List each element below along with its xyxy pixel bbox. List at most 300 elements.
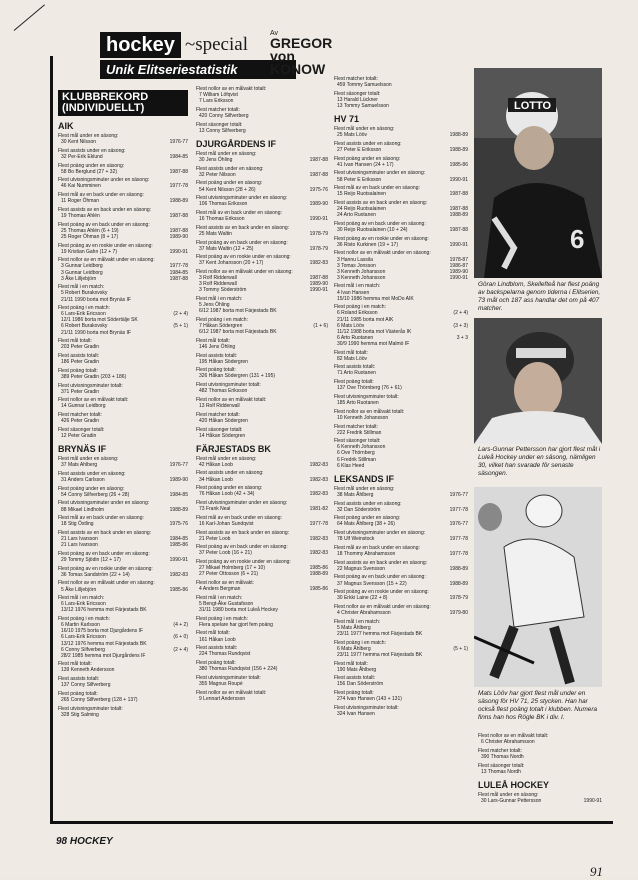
record-entry — [196, 607, 328, 613]
record-entry — [334, 430, 468, 436]
record — [334, 409, 468, 421]
record-entry — [478, 798, 602, 804]
record-holder: 37 Mats Waltin (12 + 25) — [199, 245, 254, 252]
record-entry — [58, 557, 188, 563]
record-holder: 420 Håkan Södergren — [199, 417, 248, 424]
record-entry — [58, 374, 188, 380]
record — [196, 427, 328, 439]
record-entry — [334, 177, 468, 183]
record-entry — [196, 521, 328, 527]
team-heading: AIK — [58, 121, 74, 131]
record-holder: 30 Reijo Ruotsalainen (10 + 24) — [337, 226, 408, 233]
record-season: 1988-89 — [169, 198, 188, 205]
record-holder: 420 Conny Silfverberg — [199, 112, 249, 119]
record — [58, 530, 188, 548]
record-entry — [196, 491, 328, 497]
record — [334, 574, 468, 586]
record-heading: Flest assists av en back under en säsong: — [196, 529, 290, 536]
record — [196, 122, 328, 134]
record-holder: 37 Mats Ahlberg — [61, 462, 98, 469]
record-holder: 41 Ivan Hansen (24 + 17) — [337, 161, 394, 168]
record-entry — [334, 595, 468, 601]
record — [58, 207, 188, 219]
record — [334, 515, 468, 527]
record-season: (1 + 6) — [313, 323, 328, 330]
record-entry — [334, 356, 468, 362]
record-entry — [196, 462, 328, 468]
section-title: KLUBBREKORD (INDIVIDUELLT) — [58, 90, 188, 116]
record-entry — [334, 82, 468, 88]
record-entry — [196, 536, 328, 542]
record-entry — [334, 370, 468, 376]
record-season: 1985-86 — [169, 586, 188, 593]
record-holder: 30 Lars-Gunnar Pettersson — [481, 797, 542, 804]
column-1 — [58, 90, 188, 721]
record-holder: 76 Håkan Loob (42 + 34) — [199, 491, 255, 498]
record — [334, 200, 468, 218]
record-list — [58, 456, 188, 718]
record-heading: Flest mål under en säsong: — [58, 133, 119, 139]
record-holder: 6 Mats Åhlberg — [337, 645, 371, 652]
record-heading: Flest poäng totalt: — [334, 379, 374, 386]
record-season: 1989-90 — [169, 477, 188, 483]
record-holder: 13 Rolf Ridderwall — [199, 403, 240, 410]
record-holder: 16 Karl-Johan Sundqvist — [199, 520, 254, 527]
record-heading: Flest poäng i en match: — [58, 305, 110, 312]
record-holder: 3 Kenneth Johansson — [337, 268, 386, 275]
record-season: 1976-77 — [449, 491, 468, 498]
record-holder: 156 Dan Söderström — [337, 681, 384, 688]
svg-text:LOTTO: LOTTO — [514, 100, 552, 112]
record-heading: Flest mål under en säsong: — [196, 150, 257, 157]
record — [196, 690, 328, 702]
record-entry — [334, 581, 468, 587]
record-entry — [478, 739, 602, 745]
record-entry — [58, 389, 188, 395]
record-season: 1978-79 — [309, 230, 328, 237]
record — [334, 283, 468, 301]
record-heading: Flest poäng av en back under en säsong: — [196, 239, 288, 246]
record — [196, 367, 328, 379]
record — [334, 640, 468, 658]
record-entry — [196, 651, 328, 657]
record-season: 1989-90 — [449, 268, 468, 275]
record-season: (2 + 4) — [453, 310, 468, 317]
record-entry — [58, 359, 188, 365]
record — [478, 733, 602, 745]
record-season: 1987-88 — [309, 171, 328, 178]
record — [196, 151, 328, 163]
record-season: 1988-89 — [449, 146, 468, 153]
record-holder: 9 Lennart Andersson — [199, 695, 246, 702]
record-holder: 6/12 1987 borta mot Färjestads BK — [199, 329, 277, 336]
record-heading: Flest assists totalt: — [58, 353, 100, 360]
record-heading: Flest nollor av en målvakt totalt: — [334, 408, 405, 415]
record-heading: Flest matcher totalt: — [334, 76, 378, 82]
record — [196, 166, 328, 178]
record-heading: Flest assists totalt: — [196, 645, 238, 652]
team-heading: LULEÅ HOCKEY — [478, 779, 550, 790]
record-heading: Flest poäng i en match: — [196, 316, 248, 323]
record-heading: Flest poäng av en back under en säsong: — [334, 220, 426, 227]
record-season: 1984-85 — [169, 536, 188, 543]
record — [196, 530, 328, 542]
record-holder: 7 Håkan Södergren — [199, 323, 243, 330]
record-holder: 224 Thomas Rundqvist — [199, 651, 251, 658]
record-heading: Flest matcher totalt: — [334, 423, 378, 430]
record-heading: Flest mål av en back under en säsong: — [58, 192, 144, 199]
record-heading: Flest poäng i en match: — [334, 639, 386, 646]
record — [334, 141, 468, 153]
record-season: (6 + 0) — [173, 634, 188, 641]
record-entry — [58, 418, 188, 424]
record — [196, 660, 328, 672]
record-entry — [196, 418, 328, 424]
record-entry — [196, 506, 328, 512]
record-holder: 137 Ove Thörnberg (76 + 61) — [337, 385, 402, 392]
record-season: 1989-90 — [169, 233, 188, 240]
record-holder: 58 Bo Berglund (27 + 32) — [61, 168, 118, 175]
record-heading: Flest mål av en back under en säsong: — [196, 514, 282, 521]
record-entry — [334, 227, 468, 233]
record-entry — [58, 139, 188, 145]
record-entry — [334, 103, 468, 109]
record-holder: 31/11 1980 borta mot Luleå Hockey — [199, 607, 278, 613]
record-entry — [58, 653, 188, 659]
record-list — [196, 86, 328, 134]
record-heading: Flest poäng under en säsong: — [196, 180, 263, 187]
record-heading: Flest poäng av en back under en säsong: — [58, 221, 150, 228]
record-holder: 274 Ivan Hansen (143 + 131) — [337, 696, 402, 703]
record-entry — [58, 542, 188, 548]
record — [58, 551, 188, 563]
record-heading: Flest mål under en säsong: — [478, 791, 539, 798]
record-entry — [334, 652, 468, 658]
record-entry — [58, 249, 188, 255]
record-entry — [196, 359, 328, 365]
record — [58, 148, 188, 160]
record-heading: Flest mål i en match: — [58, 595, 105, 602]
record-heading: Flest assists under en säsong: — [58, 470, 126, 477]
record-heading: Flest nollor av en målvakt totalt: — [196, 86, 267, 92]
record-entry — [58, 403, 188, 409]
record-entry — [334, 507, 468, 513]
record — [196, 580, 328, 592]
record-entry — [58, 682, 188, 688]
team-heading: HV 71 — [334, 114, 360, 125]
record — [334, 76, 468, 88]
record-entry — [196, 666, 328, 672]
record-season: 1990-91 — [309, 216, 328, 223]
record-season: 1982-83 — [169, 571, 188, 578]
record — [58, 163, 188, 175]
record-heading: Flest poäng under en säsong: — [334, 155, 401, 162]
record-season: 1985-86 — [309, 565, 328, 572]
record-season: 1976-77 — [169, 462, 188, 469]
record — [196, 412, 328, 424]
record — [334, 236, 468, 248]
record-heading: Flest säsonger totalt: — [196, 121, 243, 128]
record-heading: Flest mål i en match: — [196, 296, 243, 303]
record-holder: 324 Ivan Hansen — [337, 710, 375, 717]
record-entry — [58, 587, 188, 593]
record-holder: 5 Åke Lilljebjörn — [61, 586, 97, 593]
record — [334, 126, 468, 138]
record-holder: 203 Peter Gradin — [61, 344, 100, 351]
record-holder: 186 Peter Gradin — [61, 359, 100, 366]
record — [196, 296, 328, 314]
record-season: 1982-83 — [309, 476, 328, 483]
record-holder: 6 Martin Karlsson — [61, 622, 100, 629]
record-entry — [334, 147, 468, 153]
record — [334, 350, 468, 362]
team-heading: BRYNÄS IF — [58, 444, 107, 455]
record-heading: Flest assists totalt: — [334, 364, 376, 371]
record-heading: Flest assists under en säsong: — [334, 500, 402, 507]
record-heading: Flest poäng av en rookie under en säsong: — [196, 254, 291, 261]
record-heading: Flest poäng av en rookie under en säsong: — [334, 589, 429, 596]
record-heading: Flest matcher totalt: — [196, 106, 240, 113]
record-holder: 13 Tommy Samuelsson — [337, 102, 389, 109]
record-season: 1988-89 — [449, 132, 468, 139]
record-holder: 22 Magnus Svensson — [337, 565, 386, 572]
record-holder: 6 Klas Heed — [337, 462, 365, 469]
record-entry — [478, 769, 602, 775]
record — [58, 243, 188, 255]
record — [58, 412, 188, 424]
record-holder: 185 Arto Ruotanen — [337, 400, 379, 407]
record-entry — [196, 586, 328, 592]
record-holder: 6 Lars-Erik Ericsson — [61, 634, 106, 641]
record-holder: 21 Peter Loob — [199, 535, 231, 542]
record — [334, 690, 468, 702]
record-season: (2 + 4) — [173, 311, 188, 318]
photo-lars-gunnar-pettersson — [474, 318, 602, 444]
record-holder: 195 Håkan Södergren — [199, 358, 248, 365]
record-entry — [58, 462, 188, 468]
record-holder: 37 Peter Loob (16 + 21) — [199, 550, 252, 557]
record-heading: Flest assists totalt: — [58, 676, 100, 683]
record-season: 1987-88 — [309, 156, 328, 163]
record-heading: Flest poäng under en säsong: — [334, 515, 401, 522]
record — [478, 763, 602, 775]
record-list — [334, 486, 468, 717]
record-heading: Flest poäng totalt: — [196, 367, 236, 374]
record — [334, 675, 468, 687]
record-holder: 222 Fredrik Stillman — [337, 429, 382, 436]
record — [196, 616, 328, 628]
record — [58, 257, 188, 281]
record-heading: Flest nollor av en målvakt under en säsong: — [196, 269, 293, 276]
record — [196, 210, 328, 222]
record-heading: Flest poäng av en rookie under en säsong: — [58, 242, 153, 249]
record-entry — [196, 260, 328, 266]
record-entry — [334, 341, 468, 347]
record-holder: 21 Lars Ivarsson — [61, 542, 98, 549]
record-heading: Flest assists under en säsong: — [196, 165, 264, 172]
record-holder: 3 Rolf Ridderwall — [199, 275, 237, 282]
record — [334, 156, 468, 168]
record-heading: Flest poäng totalt: — [334, 690, 374, 697]
record-list — [334, 126, 468, 469]
record-holder: 11 Roger Öhman — [61, 198, 99, 205]
record — [334, 304, 468, 347]
record-season: 1985-86 — [449, 161, 468, 168]
record-holder: 139 Kenneth Andersson — [61, 667, 115, 674]
record-entry — [196, 246, 328, 252]
record-heading: Flest säsonger totalt: — [58, 426, 105, 433]
record — [196, 500, 328, 512]
record-season: 1987-88 — [449, 191, 468, 198]
record-holder: 82 Mats Lööv — [337, 355, 368, 362]
record-season: (5 + 1) — [173, 323, 188, 330]
record — [334, 705, 468, 717]
record-entry — [196, 388, 328, 394]
record — [334, 661, 468, 673]
record-holder: 29 Tommy Sjödin (12 + 17) — [61, 557, 121, 563]
record-entry — [58, 572, 188, 578]
record-season: 1988-89 — [309, 571, 328, 578]
byline-author-1: GREGOR — [270, 35, 333, 51]
record-holder: 137 Conny Silfverberg — [61, 682, 111, 689]
record-holder: 16/10 1975 borta mot Djurgårdens IF — [61, 628, 143, 635]
team-heading: FÄRJESTADS BK — [196, 443, 271, 454]
record-season: 1990-91 — [169, 557, 188, 563]
record-heading: Flest nollor av en målvakt under en säsong: — [58, 257, 155, 264]
record — [334, 589, 468, 601]
record-entry — [196, 477, 328, 483]
record-holder: 19 Kristian Gahn (12 + 7) — [61, 248, 118, 255]
record-heading: Flest utvisningsminuter under en säsong: — [58, 177, 150, 184]
record-holder: 3 Tommy Söderström — [199, 287, 247, 294]
record-entry — [58, 667, 188, 673]
record-entry — [334, 631, 468, 637]
record-heading: Flest utvisningsminuter totalt: — [334, 393, 399, 400]
record-holder: 6 Christer Abrahamsson — [481, 739, 535, 746]
column-4 — [478, 733, 602, 807]
record-entry — [478, 754, 602, 760]
record-entry — [334, 551, 468, 557]
record-entry — [196, 403, 328, 409]
record — [196, 317, 328, 335]
record — [196, 645, 328, 657]
record-heading: Flest mål i en match: — [58, 284, 105, 291]
record-entry — [334, 162, 468, 168]
record — [58, 595, 188, 613]
record-entry — [196, 287, 328, 293]
record-list — [196, 456, 328, 702]
record-heading: Flest mål under en säsong: — [334, 485, 395, 492]
record-heading: Flest nollor av en målvakt totalt: — [196, 689, 267, 696]
record-holder: 30 Jens Öhling — [199, 156, 233, 163]
record-entry — [196, 201, 328, 207]
record — [196, 595, 328, 613]
record — [196, 195, 328, 207]
record — [334, 221, 468, 233]
record-season: 1978-79 — [309, 245, 328, 252]
record-holder: 13/12 1976 hemma mot Färjestads BK — [61, 607, 147, 614]
record — [58, 133, 188, 145]
record-entry — [58, 607, 188, 613]
record-holder: 7 Lars Eriksson — [199, 98, 234, 105]
record-holder: 6 Lars-Erik Ericsson — [61, 601, 106, 608]
record-holder: 30 Erkki Laine (22 + 8) — [337, 595, 388, 602]
record-heading: Flest poäng i en match: — [196, 615, 248, 622]
record — [58, 368, 188, 380]
record-heading: Flest mål av en back under en säsong: — [58, 515, 144, 522]
record-season: 1977-78 — [449, 506, 468, 513]
record-holder: 54 Kent Nilsson (28 + 26) — [199, 186, 256, 193]
record-heading: Flest poäng totalt: — [196, 660, 236, 667]
record — [478, 748, 602, 760]
record-holder: 21/11 1990 borta mot Brynäs IF — [61, 329, 131, 336]
record-holder: 3 Rolf Ridderwall — [199, 281, 237, 288]
record-season: 1982-83 — [309, 260, 328, 267]
record — [334, 486, 468, 498]
record-heading: Flest poäng i en match: — [334, 304, 386, 311]
record-heading: Flest utvisningsminuter totalt: — [58, 382, 123, 389]
record-holder: 3 Gunnar Leidborg — [61, 263, 103, 270]
record-holder: 3 Hannu Lassila — [337, 256, 373, 263]
record-holder: 12/1 1986 borta mot Södertälje SK — [61, 317, 138, 324]
record-season: (5 + 1) — [453, 645, 468, 652]
record-heading: Flest säsonger totalt: — [196, 426, 243, 433]
record-holder: 5 Mats Åhlberg — [337, 624, 371, 631]
record-holder: 6 Roland Eriksson — [337, 310, 378, 317]
record — [196, 180, 328, 192]
record-season: 1988-89 — [449, 580, 468, 587]
record — [196, 456, 328, 468]
record-heading: Flest mål totalt: — [196, 630, 230, 637]
record — [196, 515, 328, 527]
record-season: (2 + 4) — [173, 646, 188, 653]
record-entry — [58, 492, 188, 498]
record-list — [334, 76, 468, 109]
record-entry — [196, 550, 328, 556]
record — [58, 397, 188, 409]
record-holder: 13 Thomas Nordh — [481, 768, 521, 775]
record — [58, 284, 188, 302]
record-season: 1978-87 — [449, 256, 468, 263]
record-holder: 6 Conny Silfverberg — [61, 646, 105, 653]
record-season: 1982-83 — [309, 550, 328, 557]
record-season: 1990-91 — [449, 176, 468, 183]
record-entry — [334, 492, 468, 498]
record — [334, 91, 468, 109]
record — [196, 544, 328, 556]
record-entry — [196, 187, 328, 193]
record-holder: 32 Per-Erik Eklund — [61, 153, 103, 160]
record-entry — [334, 667, 468, 673]
record-season: 3 + 3 — [456, 334, 468, 341]
record — [334, 170, 468, 182]
record-heading: Flest assists av en back under en säsong: — [58, 206, 152, 213]
record-entry — [334, 681, 468, 687]
record-holder: 6 Kenneth Johansson — [337, 444, 386, 451]
byline-author-3: KONOW — [270, 61, 326, 77]
record-holder: 36 Tomas Sandström (22 + 14) — [61, 571, 130, 578]
record-heading: Flest poäng under en säsong: — [196, 485, 263, 492]
record-holder: 5 Bengt-Åke Gustafsson — [199, 600, 254, 607]
record-holder: 14 Gunnar Leidborg — [61, 403, 106, 410]
record — [196, 86, 328, 104]
record-entry — [58, 183, 188, 189]
record-holder: 371 Peter Gradin — [61, 388, 100, 395]
record-holder: 3 Tomas Jonsson — [337, 262, 376, 269]
record — [196, 559, 328, 577]
record-season: 1990-91 — [309, 287, 328, 294]
record-entry — [334, 191, 468, 197]
